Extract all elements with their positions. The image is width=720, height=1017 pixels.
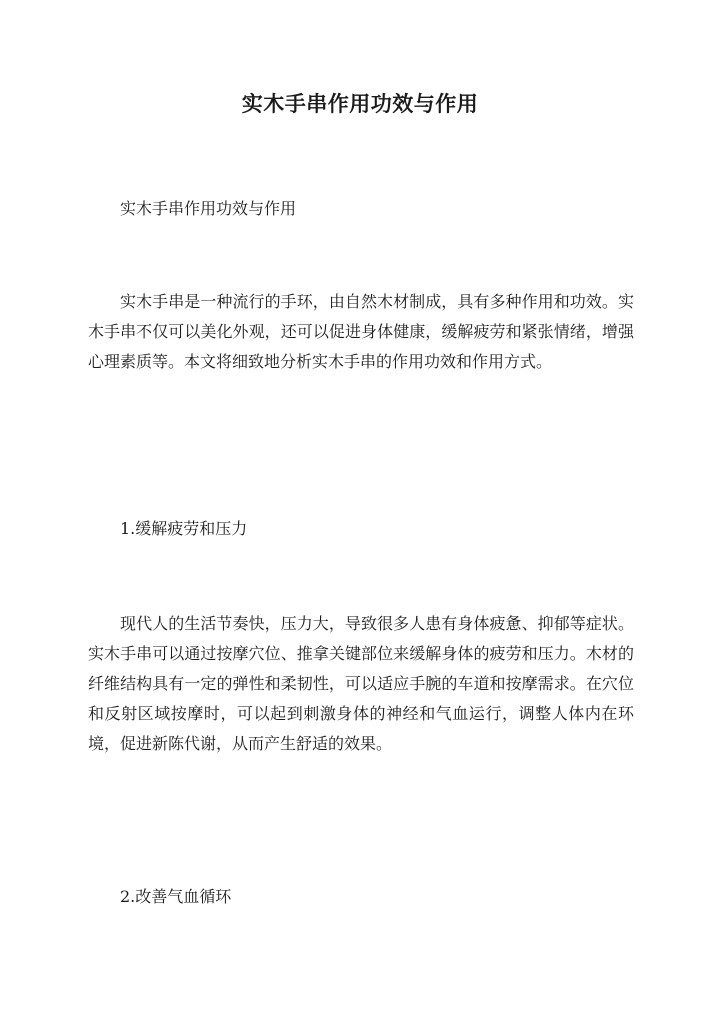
section-1-heading: 1.缓解疲劳和压力: [120, 519, 248, 538]
document-title: 实木手串作用功效与作用: [241, 91, 479, 116]
section-2-heading: 2.改善气血循环: [120, 887, 232, 906]
section-1-paragraph: 现代人的生活节奏快，压力大，导致很多人患有身体疲惫、抑郁等症状。实木手串可以通过按摩穴位、推拿关键部位来缓解身体的疲劳和压力。木材的纤维结构具有一定的弹性和柔韧性，可以适应手腕的车道和按摩需求。在穴位和反射区域按摩时，可以起到刺激身体的神经和气血运行，调整人体内在环境，促进新陈代谢，从而产生舒适的效果。: [88, 614, 634, 753]
document-subtitle: 实木手串作用功效与作用: [120, 199, 297, 218]
intro-paragraph: 实木手串是一种流行的手环，由自然木材制成，具有多种作用和功效。实木手串不仅可以美化外观，还可以促进身体健康，缓解疲劳和紧张情绪，增强心理素质等。本文将细致地分析实木手串的作用功效和作用方式。: [88, 292, 634, 371]
